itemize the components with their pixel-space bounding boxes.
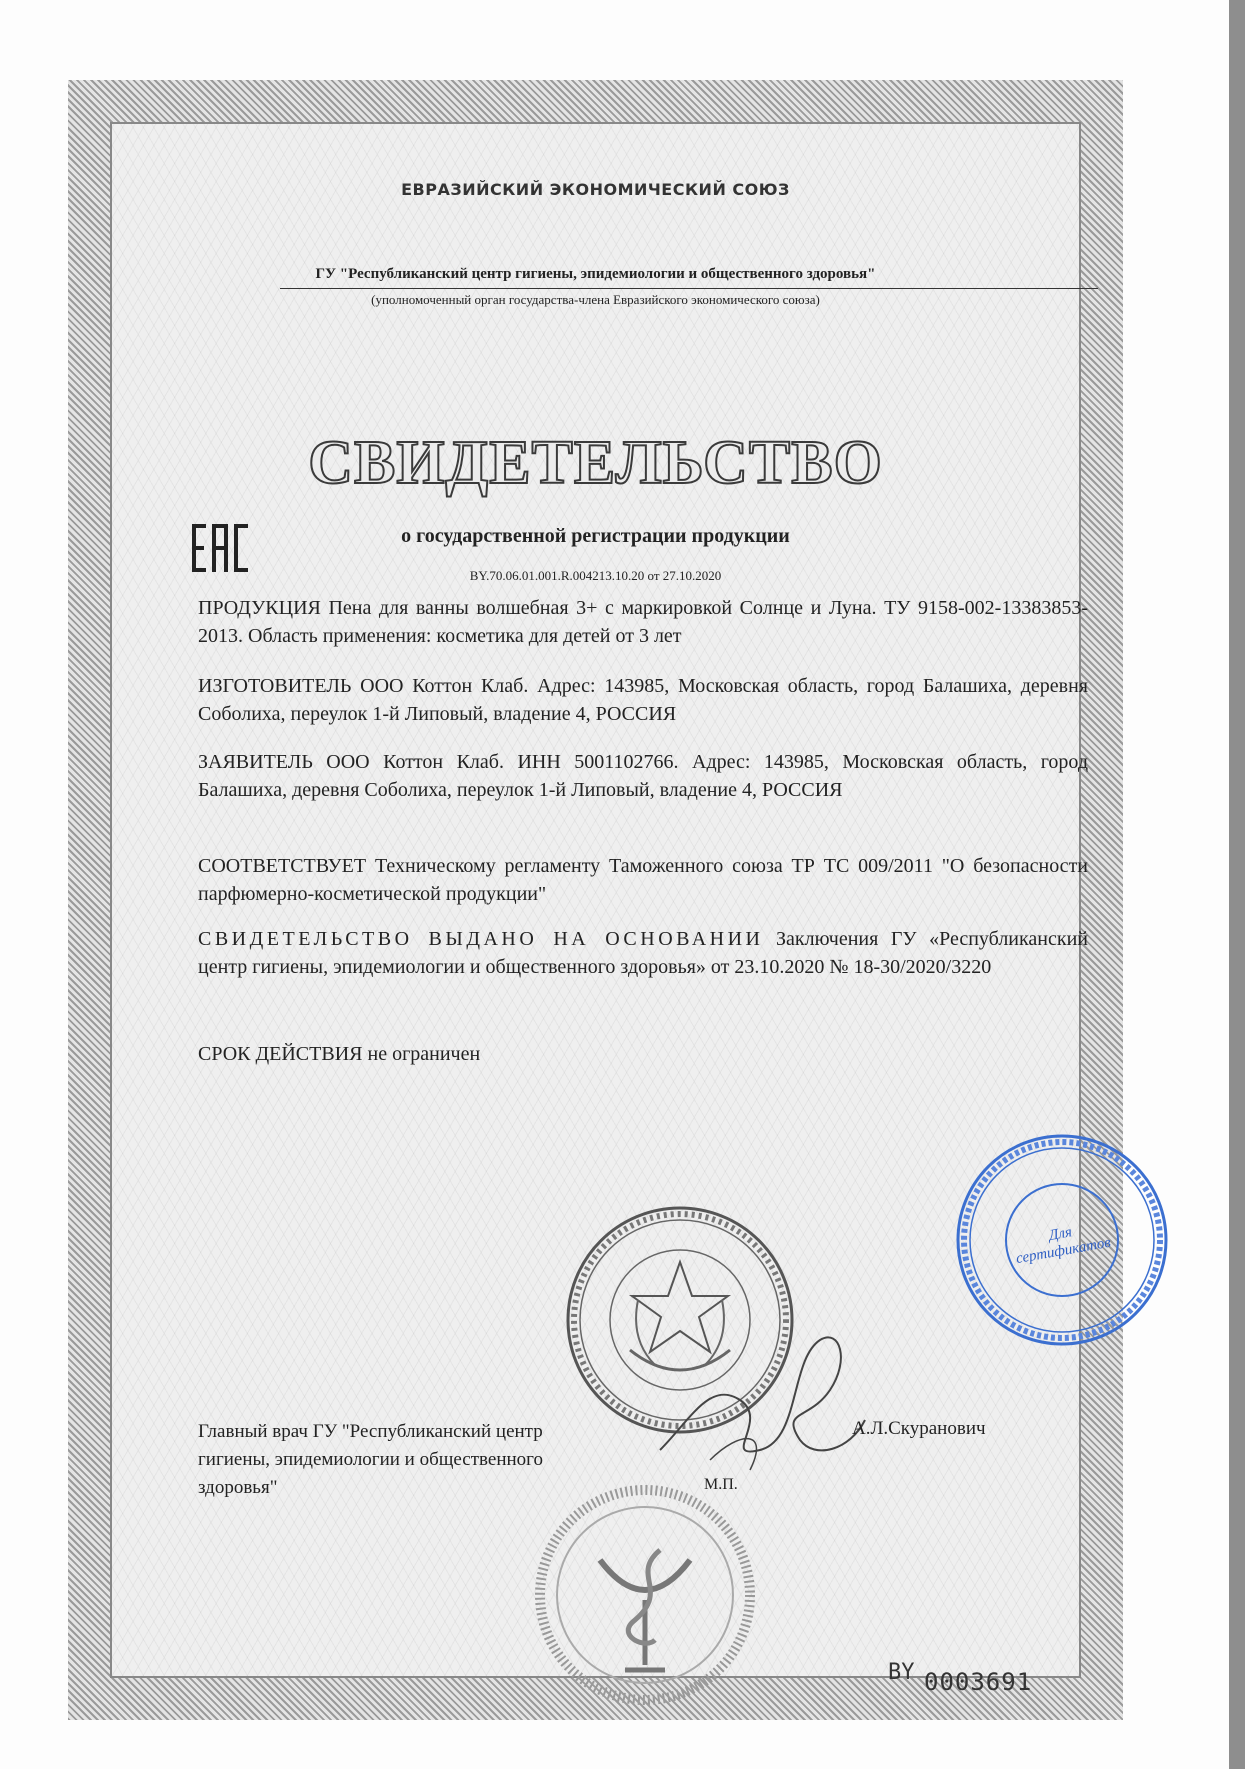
product-section xyxy=(198,594,1088,650)
country-code: BY xyxy=(888,1660,915,1685)
serial-number: 0003691 xyxy=(924,1668,1033,1696)
product-text: Пена для ванны волшебная 3+ с маркировкой Солнце и Луна. ТУ 9158-002-13383853-2013. Область применения: косметика для детей от 3 лет xyxy=(198,597,1089,647)
applicant-section xyxy=(198,748,1088,804)
certificate-subtitle: о государственной регистрации продукции xyxy=(401,525,790,547)
basis-label: СВИДЕТЕЛЬСТВО ВЫДАНО НА ОСНОВАНИИ xyxy=(198,928,764,950)
registration-number: BY.70.06.01.001.R.004213.10.20 от 27.10.2020 xyxy=(469,568,722,583)
medical-emblem-icon xyxy=(530,1480,760,1710)
conformity-text: Техническому регламенту Таможенного союза ТР ТС 009/2011 "О безопасности парфюмерно-косметической продукции" xyxy=(198,855,1089,905)
applicant-label: ЗАЯВИТЕЛЬ xyxy=(198,751,313,773)
manufacturer-label: ИЗГОТОВИТЕЛЬ xyxy=(198,675,352,697)
applicant-text: ООО Коттон Клаб. ИНН 5001102766. Адрес: 143985, Московская область, город Балашиха, деревня Соболиха, переулок 1-й Липовый, владение 4, РОССИЯ xyxy=(198,751,1088,801)
conformity-section xyxy=(198,852,1088,908)
blue-stamp xyxy=(952,1130,1172,1350)
page-edge-shadow xyxy=(1229,0,1245,1769)
union-heading: ЕВРАЗИЙСКИЙ ЭКОНОМИЧЕСКИЙ СОЮЗ xyxy=(401,180,790,199)
validity-section xyxy=(198,1040,1088,1068)
seal-place-label: М.П. xyxy=(704,1476,738,1493)
issuing-organization: ГУ "Республиканский центр гигиены, эпидемиологии и общественного здоровья" xyxy=(315,266,876,282)
basis-text: Заключения ГУ «Республиканский центр гигиены, эпидемиологии и общественного здоровья» от 23.10.2020 № 18-30/2020/3220 xyxy=(198,928,1088,978)
signature-icon xyxy=(650,1300,870,1480)
certificate-title: СВИДЕТЕЛЬСТВО xyxy=(308,429,883,497)
organization-underline xyxy=(280,288,1098,289)
validity-text: не ограничен xyxy=(367,1043,481,1065)
blue-stamp-text: Для сертификатов xyxy=(1014,1224,1112,1268)
basis-section xyxy=(198,925,1088,981)
signatory-position: Главный врач ГУ "Республиканский центр гигиены, эпидемиологии и общественного здоровья" xyxy=(198,1421,543,1498)
signatory-name: А.Л.Скуранович xyxy=(852,1418,986,1439)
conformity-label: СООТВЕТСТВУЕТ xyxy=(198,855,367,877)
product-label: ПРОДУКЦИЯ xyxy=(198,597,321,619)
manufacturer-section xyxy=(198,672,1088,728)
manufacturer-text: ООО Коттон Клаб. Адрес: 143985, Московская область, город Балашиха, деревня Соболиха, переулок 1-й Липовый, владение 4, РОССИЯ xyxy=(198,675,1088,725)
validity-label: СРОК ДЕЙСТВИЯ xyxy=(198,1043,363,1065)
organization-note: (уполномоченный орган государства-члена Евразийского экономического союза) xyxy=(371,292,820,307)
